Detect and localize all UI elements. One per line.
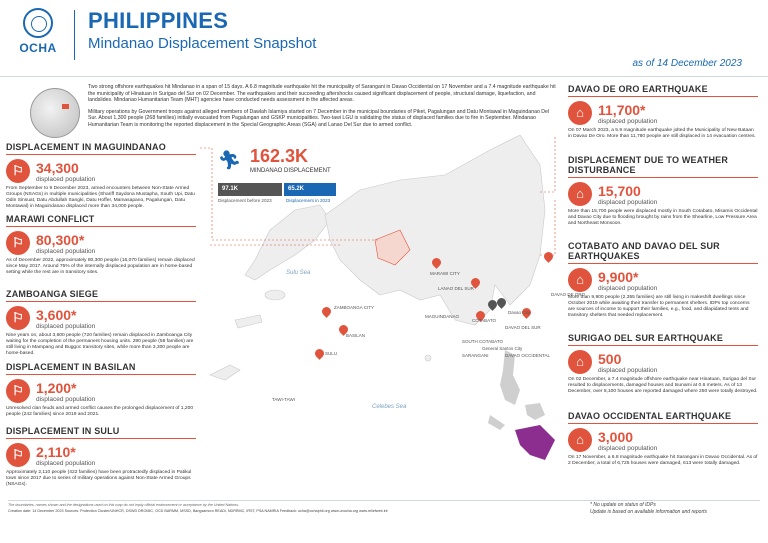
- map-land-tawi-tawi: [210, 365, 240, 380]
- sea-label-celebes: Celebes Sea: [372, 404, 407, 410]
- page-title: PHILIPPINES: [88, 8, 229, 33]
- section-value: 34,300: [36, 159, 79, 176]
- section-description: Approximately 2,110 people (422 families) have been protractedly displaced in Patikul town since 2017 due to series of military operations against Non-State Armed Groups (NSAGs).: [6, 470, 192, 487]
- philippines-marker: [62, 104, 69, 109]
- section-value-label: displaced population: [36, 459, 96, 467]
- map-land-basilan: [265, 290, 285, 300]
- running-person-icon: 🏃︎: [218, 150, 241, 170]
- intro-paragraph-2: Military operations by Government troops against alleged members of Dawlah Islamiya started on 7 December in the municipal boundaries of Piket, Pagalungan and Datu Montawal in Maguindanao Del Sur. About 1,300 people (268 families) initially evacuated from Pagalungan and GSKP municipalities. Two-tawi LGU is validating the status of displaced families due to fire in September. Mindanao Humanitarian Team is monitoring the reported displacement in the Special Geographic Areas (SGA) and Lanao Del Sur due to armed conflict.: [88, 108, 550, 128]
- section-underline: [6, 301, 196, 302]
- section-title: SURIGAO DEL SUR EARTHQUAKE: [568, 333, 724, 343]
- person-icon: ⚐: [6, 443, 30, 467]
- house-icon: ⌂: [568, 268, 592, 292]
- section-right-2: [568, 241, 758, 319]
- section-value-label: displaced population: [598, 198, 658, 206]
- person-icon: ⚐: [6, 306, 30, 330]
- section-value-label: displaced population: [598, 444, 658, 452]
- section-description: Nine years on, about 3,600 people (720 families) remain displaced in Zamboanga City waiting for the completion of the permanent housing units. 290 people (58 families) are still living in Mampang and Buggoc transitory sites, while more than 3,300 people are home-based.: [6, 333, 194, 356]
- section-title: DAVAO OCCIDENTAL EARTHQUAKE: [568, 411, 732, 421]
- header-rule: [0, 76, 768, 77]
- house-icon: ⌂: [568, 182, 592, 206]
- section-value: 9,900*: [598, 268, 639, 285]
- section-value-label: displaced population: [598, 117, 658, 125]
- section-underline: [568, 177, 758, 178]
- section-description: More than 15,700 people were displaced mostly in South Cotabato, Misamis Occidental and Davao City due to flooding brought by rains from the Shearline, Low Pressure Area and Northeast Monsoon.: [568, 209, 758, 226]
- header-divider: [74, 10, 75, 60]
- philippines-inset: [488, 350, 555, 460]
- section-description: On 07 March 2023, a 5.9 magnitude earthquake jolted the Municipality of New Bataan in Davao De Oro. More than 11,780 people are still displaced in 14 evacuation centres.: [568, 128, 756, 139]
- sea-label-sulu: Sulu Sea: [286, 270, 311, 276]
- city-label: SULU: [325, 351, 338, 356]
- section-underline: [568, 263, 758, 264]
- house-icon: ⌂: [568, 101, 592, 125]
- section-underline: [568, 96, 758, 97]
- section-value: 80,300*: [36, 231, 85, 248]
- footer-disclaimer: The boundaries, names shown and the designations used on this map do not imply official endorsement or acceptance by the United Nations.: [8, 503, 240, 507]
- section-value: 1,200*: [36, 379, 77, 396]
- section-underline: [6, 226, 196, 227]
- section-title: DISPLACEMENT IN MAGUINDANAO: [6, 142, 166, 152]
- section-left-1: [6, 214, 196, 276]
- main-displacement-label: MINDANAO DISPLACEMENT: [250, 168, 331, 174]
- before-2023-bar: 97.1K: [218, 183, 282, 196]
- section-value: 500: [598, 350, 622, 367]
- section-value: 3,000: [598, 428, 634, 445]
- footer-note-1: * No update on status of IDPs: [590, 502, 656, 508]
- section-value-label: displaced population: [598, 284, 658, 292]
- section-value-label: displaced population: [36, 175, 96, 183]
- section-value-label: displaced population: [598, 366, 658, 374]
- section-underline: [6, 154, 196, 155]
- in-2023-label: Displacement in 2023: [286, 198, 331, 203]
- person-icon: ⚐: [6, 159, 30, 183]
- org-name: OCHA: [19, 41, 57, 55]
- person-icon: ⚐: [6, 379, 30, 403]
- city-label: DAVAO OCCIDENTAL: [505, 353, 551, 358]
- footer-rule: [8, 500, 760, 501]
- footer-note-2: Update is based on available information and reports: [590, 509, 708, 515]
- section-description: Unresolved clan feuds and armed conflict causes the prolonged displacement of 1,200 people (242 families) since 2019 and 2021.: [6, 406, 194, 417]
- section-description: On 02 December, a 7.4 magnitude offshore earthquake near Hinatuan, Surigao del Sur resulted to displacements, damaged houses and tsunami at 0.6 meters. As of 13 December, over 8,100 houses are reported damaged where 250 were totally destroyed.: [568, 377, 758, 394]
- section-value: 3,600*: [36, 306, 77, 323]
- city-label: MARAWI CITY: [430, 271, 460, 276]
- map-land-sulu: [235, 315, 262, 328]
- section-underline: [568, 345, 758, 346]
- city-label: DAVAO DEL SUR: [505, 325, 541, 330]
- main-displacement-value: 162.3K: [250, 146, 309, 166]
- section-title: ZAMBOANGA SIEGE: [6, 289, 99, 299]
- section-value: 2,110*: [36, 443, 76, 460]
- section-title: COTABATO AND DAVAO DEL SUR EARTHQUAKES: [568, 241, 720, 261]
- section-right-0: [568, 84, 758, 140]
- section-right-3: [568, 333, 758, 395]
- section-description: On 17 November, a 6.8 magnitude earthquake hit Sarangani in Davao Occidental. As of 2 December, a total of 6,725 houses were damaged, 613 were totally damaged.: [568, 455, 758, 466]
- section-title: DISPLACEMENT IN SULU: [6, 426, 120, 436]
- section-left-3: [6, 362, 196, 418]
- un-emblem-icon: [23, 8, 53, 38]
- intro-paragraph-1: Two strong offshore earthquakes hit Mindanao in a span of 15 days. A 6.8 magnitude earthquake hit the municipality of Sarangani in Davao Occidental on 17 November and a 7.4 magnitude earthquake hit the municipality of Hinatuan in Surigao del Sur on 02 December. The earthquakes and their succeeding aftershocks caused significant displacement of people, structural damage, liquefaction, and landslides. Mindanao Humanitarian Team (MHT) agencies have conducted needs assessment in the affected areas.: [88, 84, 556, 104]
- section-right-4: [568, 411, 758, 467]
- section-description: More than 9,900 people (2,355 families) are still living in makeshift dwellings since October 2019 while awaiting their transfer to permanent shelters. IDPs top concerns are sources of income to support their families, e.g., food, and dilapidated tents and transitory shelters that needed replacement.: [568, 295, 750, 318]
- city-label: SARANGANI: [462, 353, 489, 358]
- city-label: SOUTH COTABATO: [462, 339, 504, 344]
- page-subtitle: Mindanao Displacement Snapshot: [88, 35, 317, 52]
- section-value-label: displaced population: [36, 247, 96, 255]
- section-title: DISPLACEMENT DUE TO WEATHER DISTURBANCE: [568, 155, 729, 175]
- ocha-logo: [8, 8, 68, 60]
- section-description: As of December 2022, approximately 80,300 people (16,070 families) remain displaced since May 2017. Around 75% of the internally displaced population are in home-based setting while the rest are in transitory sites.: [6, 258, 195, 275]
- city-label: DAVAO DE ORO: [551, 292, 586, 297]
- section-right-1: [568, 155, 758, 227]
- city-label: Davao City: [508, 310, 531, 315]
- footer-note: [590, 502, 707, 516]
- map-land-mindanao: [325, 135, 545, 325]
- footer-credits: Creation date: 14 December 2023 Sources: Protection Cluster/UNHCR, DSWD DROMIC, OCD BARMM, MSSD, Bangsamoro READi, NDRRMC, IRST, PSA NAMRIA Feedback: ocha@ochaphil.org www.unocha.org www.reliefweb.int: [8, 509, 388, 513]
- map-island: [425, 355, 431, 361]
- city-label: BASILAN: [346, 333, 366, 338]
- city-label: ZAMBOANGA CITY: [334, 305, 375, 310]
- section-title: DISPLACEMENT IN BASILAN: [6, 362, 136, 372]
- section-value-label: displaced population: [36, 322, 96, 330]
- mindanao-map: [200, 80, 565, 500]
- section-left-2: [6, 289, 196, 357]
- house-icon: ⌂: [568, 428, 592, 452]
- person-icon: ⚐: [6, 231, 30, 255]
- section-value-label: displaced population: [36, 395, 96, 403]
- section-underline: [568, 423, 758, 424]
- city-label: MAGUINDANAO: [425, 314, 460, 319]
- section-title: DAVAO DE ORO EARTHQUAKE: [568, 84, 708, 94]
- map-land-zamboanga: [245, 205, 330, 280]
- section-underline: [6, 438, 196, 439]
- section-underline: [6, 374, 196, 375]
- in-2023-bar: 65.2K: [284, 183, 336, 196]
- city-label: LANAO DEL SUR: [438, 286, 474, 291]
- section-left-4: [6, 426, 196, 488]
- house-icon: ⌂: [568, 350, 592, 374]
- city-label: COTABATO: [472, 318, 497, 323]
- section-title: MARAWI CONFLICT: [6, 214, 95, 224]
- city-label: TAWI-TAWI: [272, 397, 295, 402]
- report-date: as of 14 December 2023: [632, 58, 742, 69]
- section-left-0: [6, 142, 196, 210]
- section-value: 11,700*: [598, 101, 646, 118]
- before-2023-label: Displacement before 2023: [218, 198, 272, 203]
- globe-locator-icon: [30, 88, 80, 138]
- section-description: From September to 9 December 2023, armed encounters between Non-State Armed Groups (NSAGs) in multiple municipalities (Shariff Saydona Mustapha, South Upi, Datu Odin Sinsuat, Datu Abdullah Sangki, Datu Hoffer, Mamasapano, Pagalungan, Datu Montawal) in Maguindanao displaced more than 34,000 people.: [6, 186, 195, 209]
- section-value: 15,700: [598, 182, 641, 199]
- city-label: General Santos City: [482, 346, 523, 351]
